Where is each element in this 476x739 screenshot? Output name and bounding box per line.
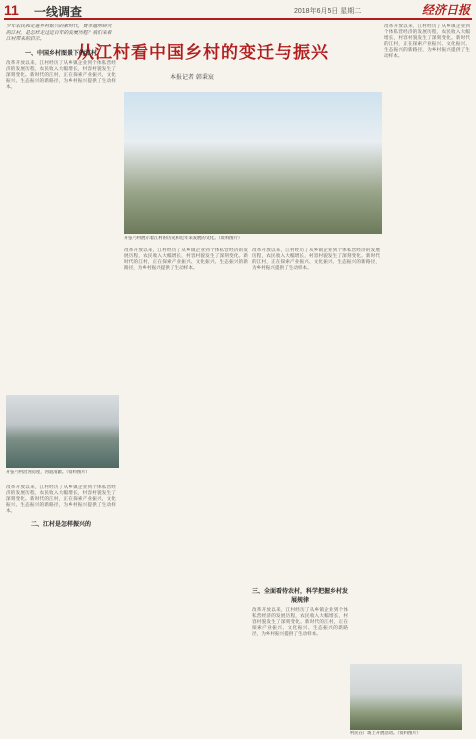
section-heading-2: 二、江村是怎样振兴的	[30, 521, 91, 528]
yard-caption: 村民在广场上开展活动。（资料图片）	[350, 731, 421, 736]
page-number: 11	[4, 2, 19, 18]
body-text: 改革开放以来，江村经历了从乡镇企业到个体私营经济的发展历程，农民收入大幅增长，村容村貌发生了深刻变化。新时代的江村，正在探索产业振兴、文化振兴、生态振兴的新路径，为乡村振兴提供了生动样本。	[6, 60, 116, 90]
body-text: 改革开放以来，江村经历了从乡镇企业到个体私营经济的发展历程，农民收入大幅增长，村容村貌发生了深刻变化。新时代的江村，正在探索产业振兴、文化振兴、生态振兴的新路径，为乡村振兴提供了生动样本。	[252, 248, 380, 271]
right-column	[384, 24, 470, 659]
section-3-block	[252, 582, 348, 736]
body-text: 改革开放以来，江村经历了从乡镇企业到个体私营经济的发展历程，农民收入大幅增长，村容村貌发生了深刻变化。新时代的江村，正在探索产业振兴、文化振兴、生态振兴的新路径，为乡村振兴提供了生动样本。	[384, 24, 470, 59]
masthead	[4, 2, 472, 20]
article-headline: 从江村看中国乡村的变迁与振兴	[77, 43, 329, 63]
body-text: 改革开放以来，江村经历了从乡镇企业到个体私营经济的发展历程，农民收入大幅增长，村容村貌发生了深刻变化。新时代的江村，正在探索产业振兴、文化振兴、生态振兴的新路径，为乡村振兴提供了生动样本。	[124, 248, 248, 271]
middle-column-1	[124, 248, 248, 736]
main-photo-caption: 开弦弓村展示着江村的历史和近年来发展的文化。（资料图片）	[124, 236, 243, 241]
newspaper-logo: 经济日报	[421, 3, 470, 17]
left-column	[6, 24, 116, 389]
issue-date: 2018年6月5日 星期二	[294, 8, 362, 15]
section-heading-3: 三、全面看待农村，科学把握乡村发展规律	[252, 588, 348, 604]
section-title: 一线调查	[34, 5, 83, 19]
article-lead: 少年农民和走进乡村振兴的新时代，费孝通所研究的江村，是怎样走过近百年的发展历程？我们来看江村带来的启示。	[6, 24, 112, 42]
body-text: 改革开放以来，江村经历了从乡镇企业到个体私营经济的发展历程，农民收入大幅增长，村容村貌发生了深刻变化。新时代的江村，正在探索产业振兴、文化振兴、生态振兴的新路径，为乡村振兴提供了生动样本。	[6, 485, 116, 514]
canal-caption: 开弦弓村沿河房屋，河道清澈。（资料图片）	[6, 470, 90, 475]
section-heading-1: 一、中国乡村图景下的江村	[24, 49, 97, 57]
left-column-lower	[6, 485, 116, 735]
body-text: 改革开放以来，江村经历了从乡镇企业到个体私营经济的发展历程，农民收入大幅增长，村容村貌发生了深刻变化。新时代的江村，正在探索产业振兴、文化振兴、生态振兴的新路径，为乡村振兴提供了生动样本。	[252, 608, 348, 637]
main-photo	[124, 92, 382, 234]
article-byline: 本报记者 韩秉宸	[170, 74, 214, 81]
middle-column-2	[252, 248, 380, 578]
village-yard-photo	[350, 664, 462, 730]
canal-photo	[6, 395, 119, 468]
